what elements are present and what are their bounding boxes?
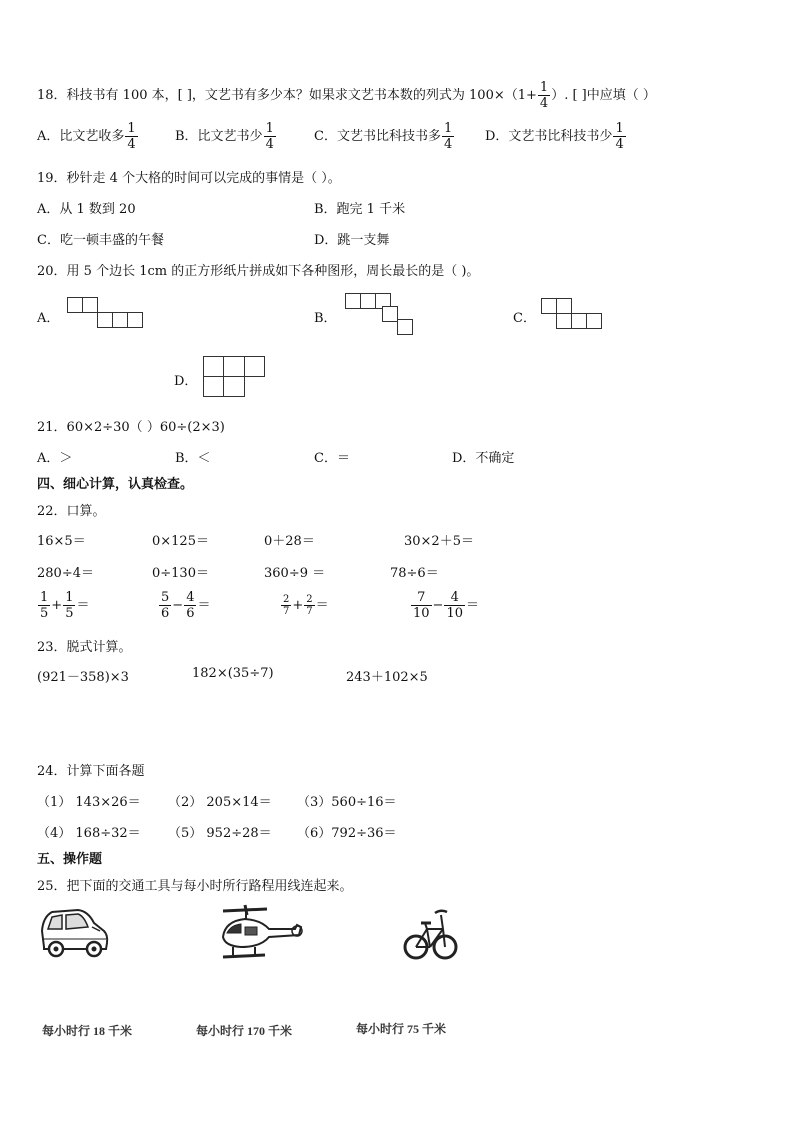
q22-r1-c3: 0＋28＝ [264,534,315,549]
q22-fraction-expr-1: $\frac{1}{5}$ + $\frac{1}{5}$ ＝ [40,590,90,621]
section-4-heading: 四、细心计算，认真检查。 [37,477,194,492]
bicycle-icon[interactable] [403,903,459,965]
q23-item-1: (921－358)×3 [37,670,129,685]
q25-title: 25．把下面的交通工具与每小时所行路程用线连起来。 [37,879,353,894]
q18-option-c[interactable]: C．文艺书比科技书多 $\frac{1}{4}$ [314,121,453,152]
q18-option-b[interactable]: B．比文艺书少 $\frac{1}{4}$ [175,121,274,152]
speed-label-170[interactable]: 每小时行 170 千米 [196,1024,293,1038]
q19-option-b[interactable]: B．跑完 1 千米 [314,202,406,217]
section-5-heading: 五、操作题 [37,852,103,867]
q23-item-3: 243＋102×5 [346,670,428,685]
q21-option-d[interactable]: D．不确定 [452,451,515,466]
speed-label-75[interactable]: 每小时行 75 千米 [356,1022,447,1036]
q19-option-c[interactable]: C．吃一顿丰盛的午餐 [37,233,164,248]
q20-option-c-label[interactable]: C． [513,311,536,326]
q18-text-before: 18．科技书有 100 本，[ ]，文艺书有多少本？如果求文艺书本数的列式为 100×（1+ [37,88,537,103]
q22-fraction-expr-4: $\frac{7}{10}$ − $\frac{4}{10}$ ＝ [413,590,480,621]
q22-title: 22．口算。 [37,504,106,519]
q20-stem: 20．用 5 个边长 1cm 的正方形纸片拼成如下各种图形，周长最长的是（ )。 [37,264,480,279]
q18-stem [37,80,656,111]
speed-label-18[interactable]: 每小时行 18 千米 [42,1024,133,1038]
q21-option-b[interactable]: B．＜ [175,451,211,466]
q21-option-a[interactable]: A．＞ [37,451,73,466]
q20-option-b-label[interactable]: B． [314,311,337,326]
q19-stem: 19．秒针走 4 个大格的时间可以完成的事情是（ ）。 [37,171,341,186]
q20-option-d-label[interactable]: D． [174,374,198,389]
q22-r1-c1: 16×5＝ [37,534,86,549]
q19-option-d[interactable]: D．跳一支舞 [314,233,390,248]
q24-r2-c2: （5） 952÷28＝ [168,826,272,841]
q24-r1-c1: （1） 143×26＝ [37,795,141,810]
q22-r1-c4: 30×2＋5＝ [404,534,474,549]
q21-option-c[interactable]: C．＝ [314,451,350,466]
q18-text-after: ）. [ ]中应填（ ） [551,88,656,103]
q22-r2-c2: 0÷130＝ [152,566,209,581]
q24-r2-c1: （4） 168÷32＝ [37,826,141,841]
car-icon[interactable] [38,907,110,959]
q18-option-a[interactable]: A．比文艺收多 $\frac{1}{4}$ [37,121,136,152]
q24-title: 24．计算下面各题 [37,764,145,779]
q23-item-2: 182×(35÷7) [192,666,274,681]
helicopter-icon[interactable] [215,903,303,963]
q23-title: 23．脱式计算。 [37,640,132,655]
q22-r2-c3: 360÷9 ＝ [264,566,326,581]
q22-r1-c2: 0×125＝ [152,534,209,549]
q20-option-a-label[interactable]: A． [37,311,60,326]
q22-fraction-expr-3: $\frac{2}{7}$ + $\frac{2}{7}$ ＝ [283,594,329,617]
q24-r1-c2: （2） 205×14＝ [168,795,272,810]
q21-stem: 21．60×2÷30（ ）60÷(2×3) [37,420,225,435]
q24-r2-c3: （6）792÷36＝ [297,826,397,841]
q22-r2-c1: 280÷4＝ [37,566,94,581]
q19-option-a[interactable]: A．从 1 数到 20 [37,202,136,217]
q24-r1-c3: （3）560÷16＝ [297,795,397,810]
q22-fraction-expr-2: $\frac{5}{6}$ − $\frac{4}{6}$ ＝ [161,590,211,621]
q22-r2-c4: 78÷6＝ [390,566,439,581]
q18-fraction: $\frac{1}{4}$ [539,80,549,111]
q18-option-d[interactable]: D．文艺书比科技书少 $\frac{1}{4}$ [485,121,624,152]
